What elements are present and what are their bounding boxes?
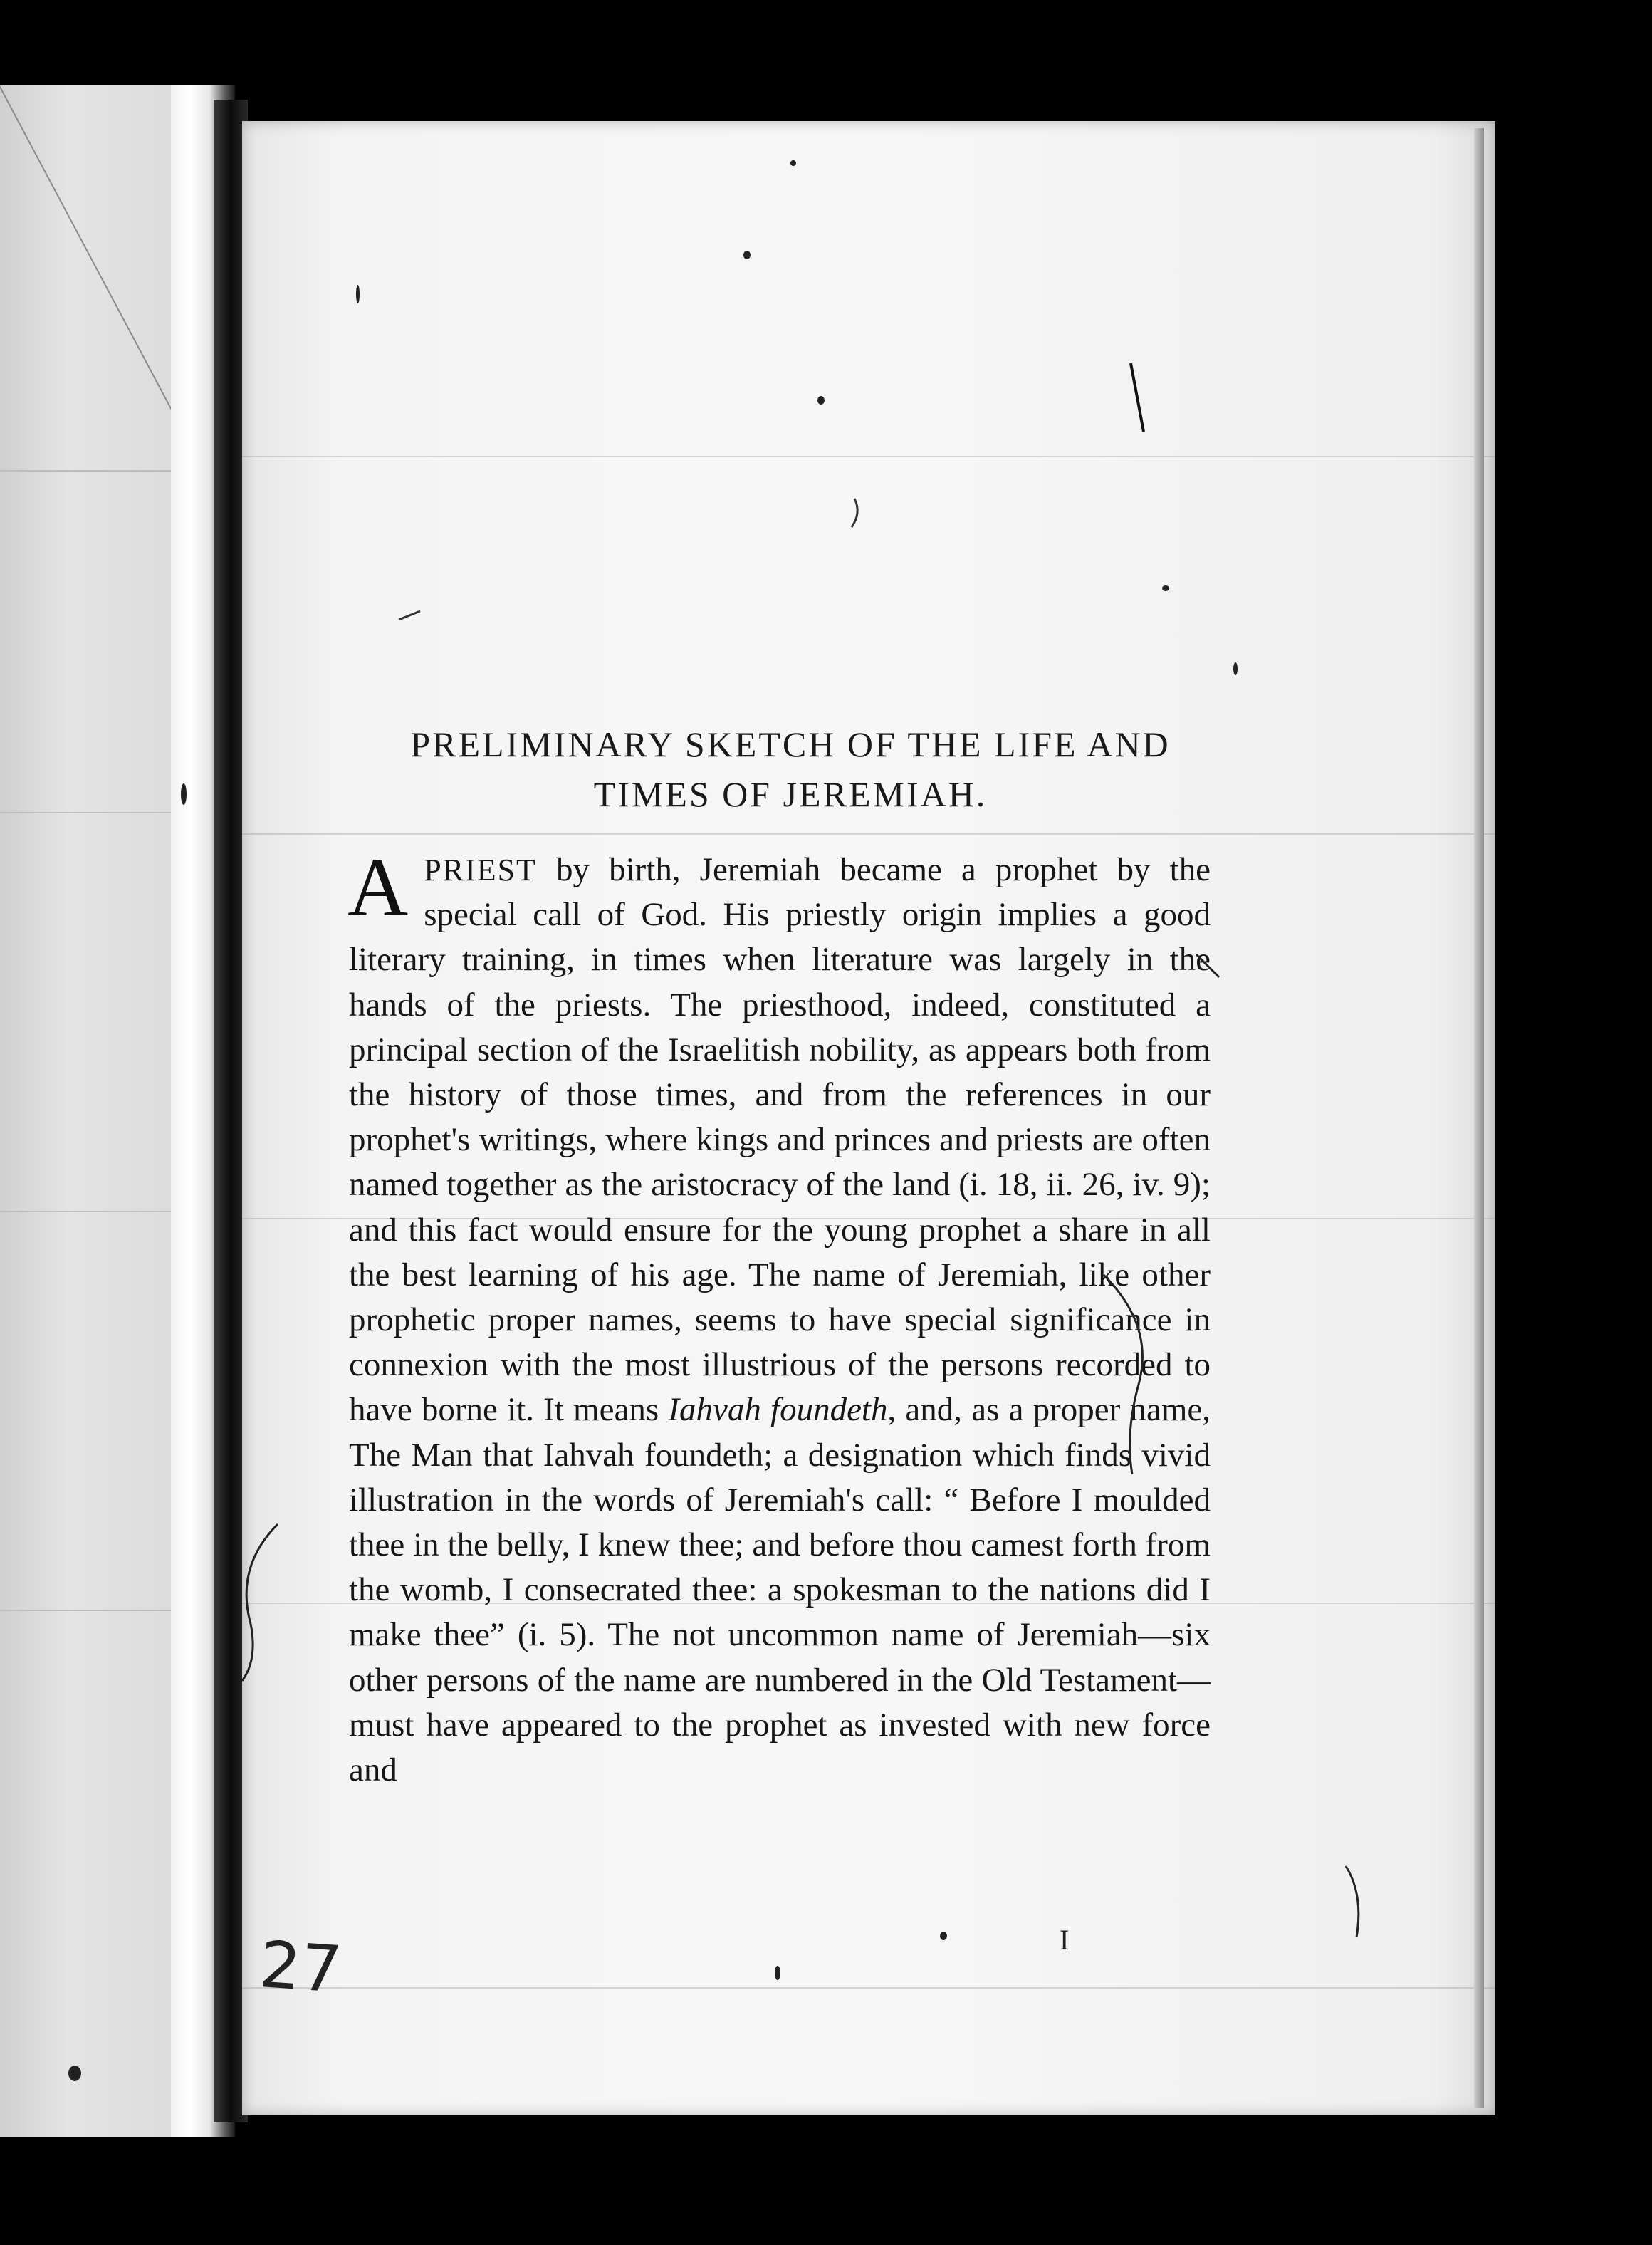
pencil-stroke: [852, 499, 857, 527]
margin-bracket: [1104, 1275, 1142, 1474]
paper-speck: [1162, 585, 1169, 591]
drop-cap: A: [347, 840, 409, 934]
pencil-stroke: [1196, 954, 1219, 977]
paper-speck: [775, 1966, 780, 1980]
lead-word: PRIEST: [424, 853, 537, 887]
paragraph-text-a: by birth, Jeremiah became a prophet by the special call of God. His priestly origin implies a good literary training, in times when literature was largely in the hands of the priests. The priesthood, indeed, constituted a principal section of the Israelitish nobility, as appears both from the history of those times, and from the references in our prophet's writings, where kings and princes and priests are often named together as the aristocracy of the land (i. 18, ii. 26, iv. 9); and this fact would ensure for the young prophet a share in all the best learning of his age. The name of Jeremiah, like other prophetic proper names, seems to have special significance in connexion with the most illustrious of the persons recorded to have borne it. It means: [349, 851, 1211, 1429]
pencil-stroke: [399, 611, 420, 620]
margin-bracket: [1346, 1866, 1359, 1937]
paper-speck: [356, 285, 360, 303]
paper-speck: [790, 160, 796, 166]
page-number: I: [1060, 1924, 1070, 1956]
chapter-heading-line-1: PRELIMINARY SKETCH OF THE LIFE AND: [410, 724, 1171, 764]
paper-speck: [1233, 662, 1238, 675]
paper-speck: [181, 783, 187, 805]
paper-speck: [743, 251, 751, 259]
margin-bracket: [242, 1524, 278, 1681]
paper-speck: [68, 2066, 81, 2081]
paragraph-text-b: , and, as a proper name, The Man that Iahvah foundeth; a designation which finds vivid illustration in the words of Jeremiah's call: “ Before I moulded thee in the belly, I knew thee; and before thou camest forth from the womb, I consecrated thee: a spokesman to the nations did I make thee” (i. 5). The not uncommon name of Jeremiah—six other persons of the name are numbered in the Old Testament—must have appeared to the prophet as invested with new force and: [349, 1391, 1211, 1789]
italic-term: Iahvah foundeth: [668, 1391, 888, 1429]
paper-speck: [817, 396, 825, 405]
pencil-annotation: 27: [257, 1927, 345, 2008]
chapter-heading-line-2: TIMES OF JEREMIAH.: [593, 774, 988, 814]
pencil-stroke: [1131, 363, 1144, 432]
paper-speck: [940, 1932, 947, 1940]
